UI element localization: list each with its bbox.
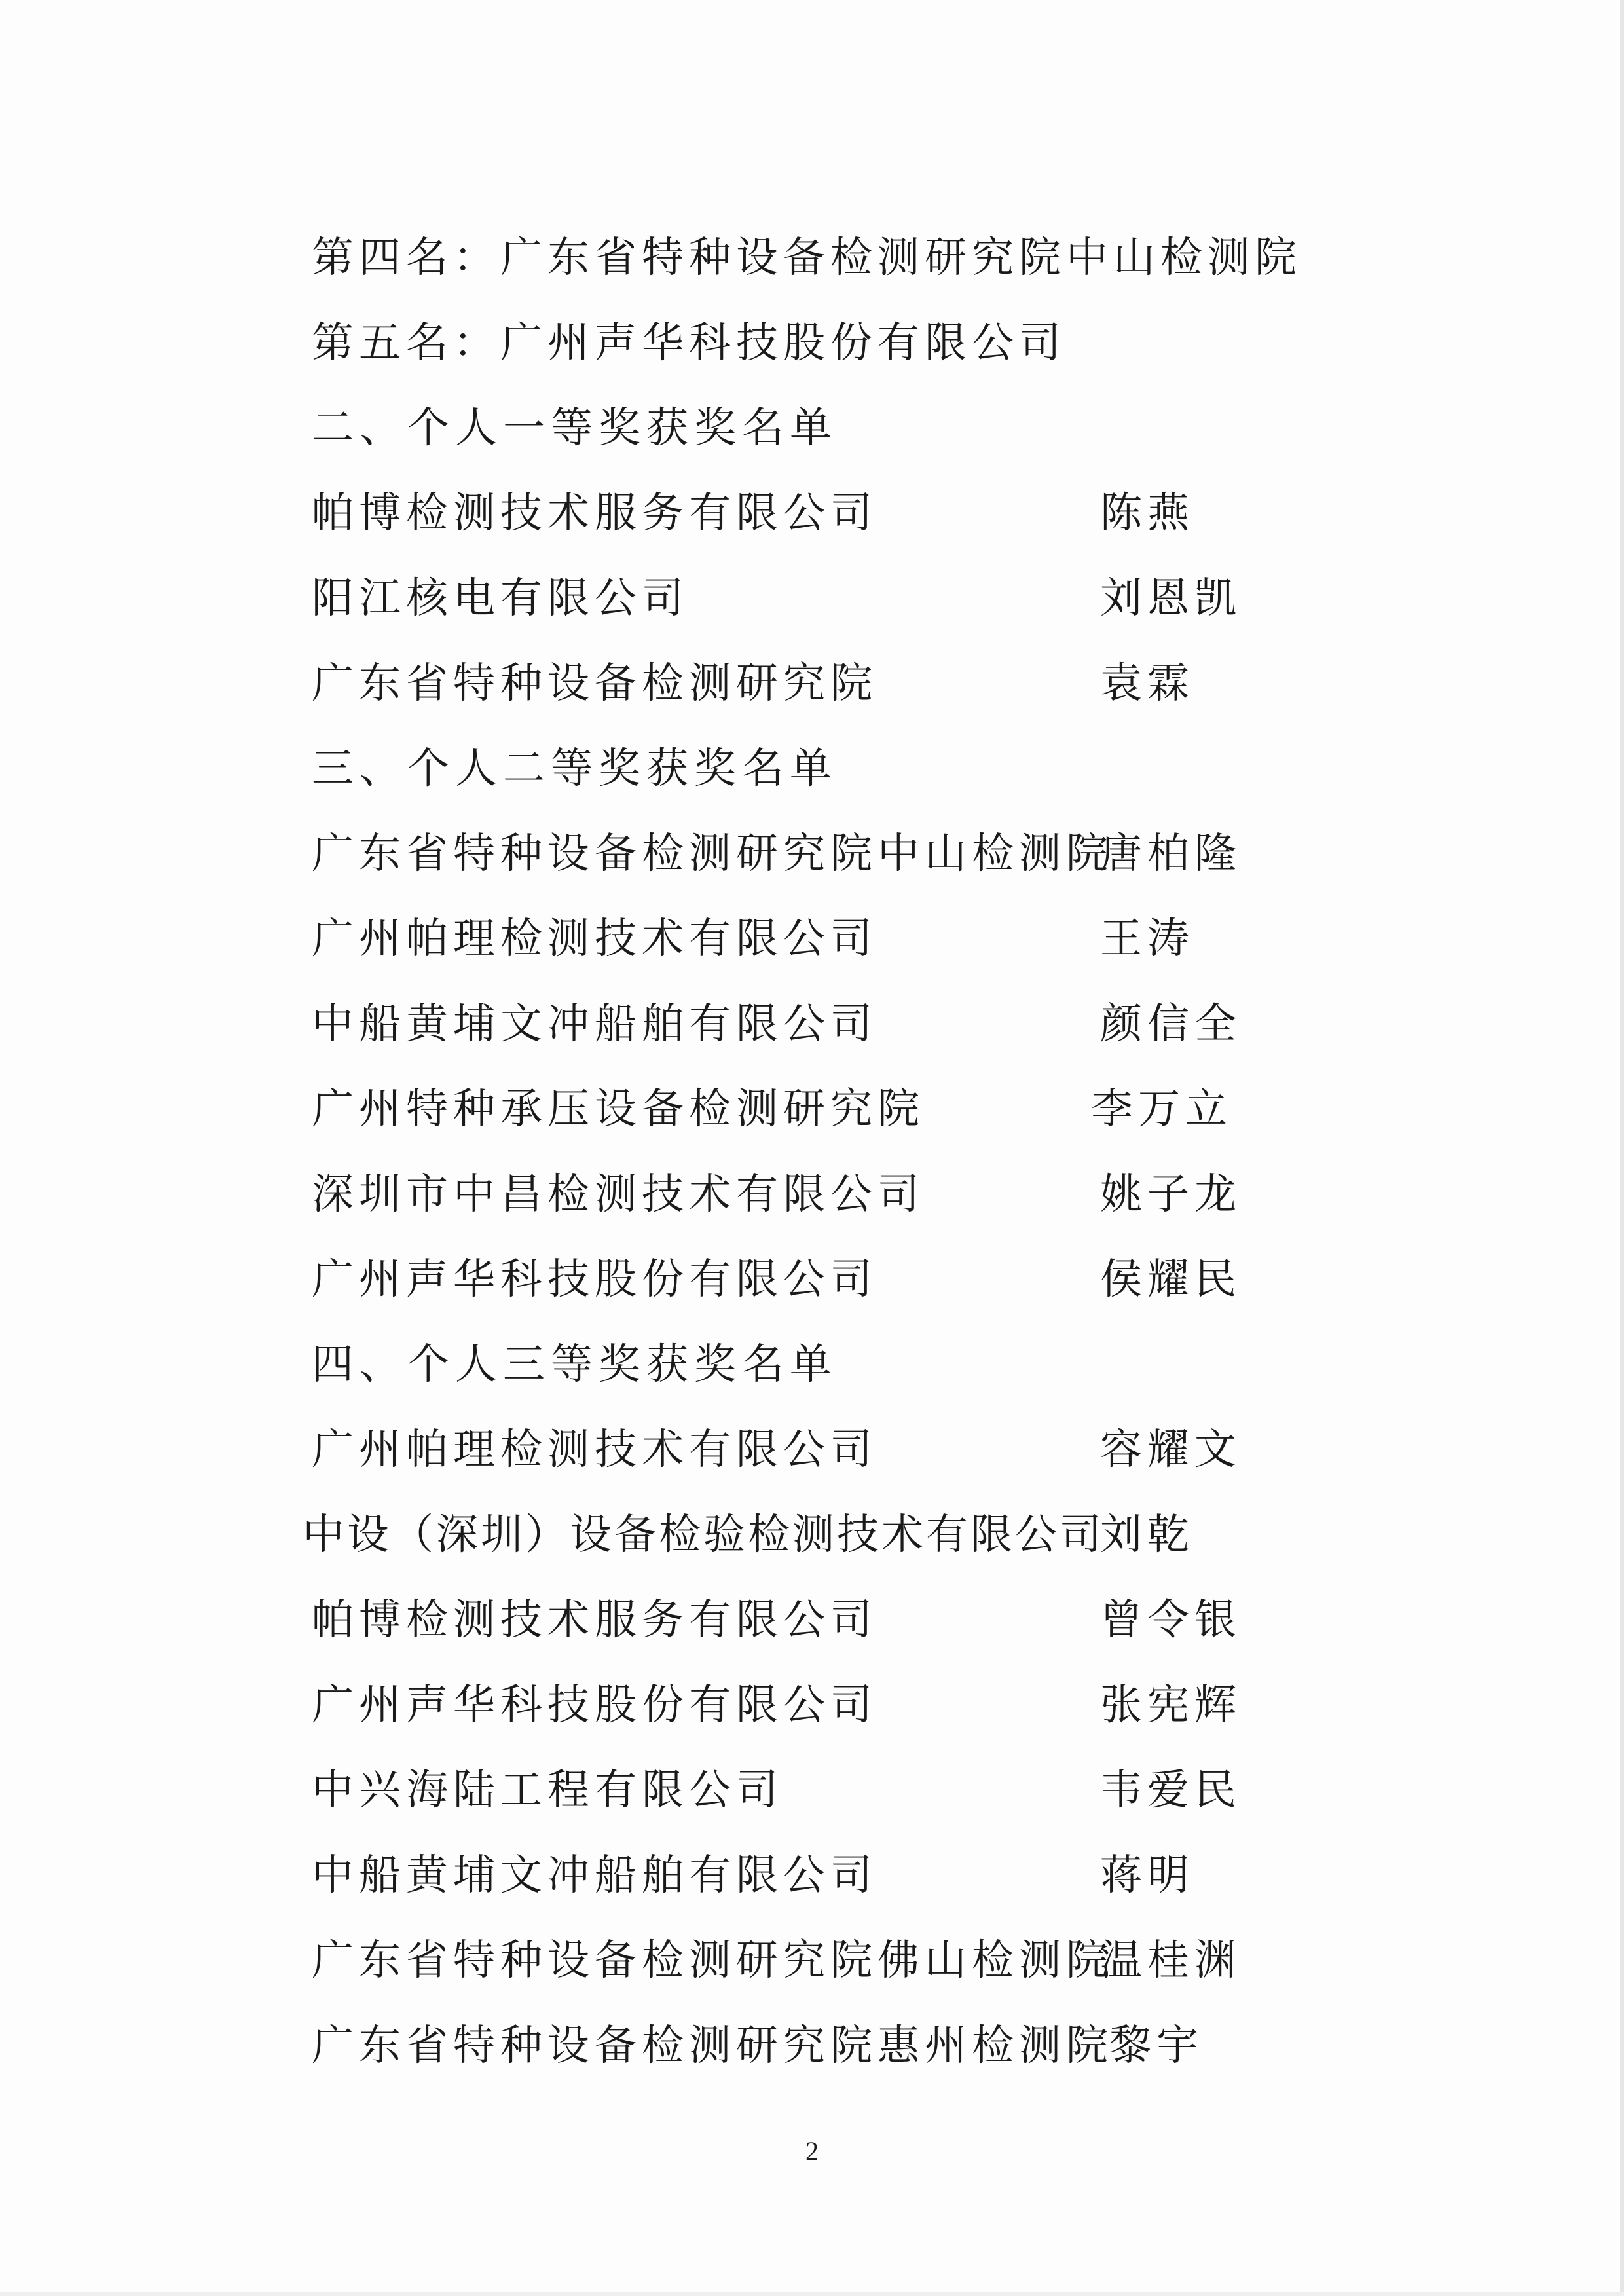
- first-prize-org: 阳江核电有限公司: [312, 574, 689, 623]
- ranking-fifth: 第五名：广州声华科技股份有限公司: [312, 319, 1066, 367]
- third-prize-org: 广州帕理检测技术有限公司: [312, 1426, 877, 1474]
- second-prize-org: 中船黄埔文冲船舶有限公司: [312, 1000, 877, 1048]
- second-prize-org: 广州特种承压设备检测研究院: [312, 1085, 925, 1134]
- second-prize-org: 广东省特种设备检测研究院中山检测院: [312, 830, 1113, 878]
- second-prize-org: 深圳市中昌检测技术有限公司: [312, 1170, 925, 1219]
- third-prize-heading: 四、个人三等奖获奖名单: [312, 1341, 838, 1389]
- second-prize-org: 广州帕理检测技术有限公司: [312, 915, 877, 963]
- third-prize-name: 刘乾: [1100, 1511, 1194, 1559]
- second-prize-heading: 三、个人二等奖获奖名单: [312, 745, 838, 793]
- second-prize-name: 王涛: [1100, 915, 1194, 963]
- third-prize-org: 广州声华科技股份有限公司: [312, 1681, 877, 1730]
- second-prize-name: 颜信全: [1100, 1000, 1242, 1048]
- first-prize-org: 帕博检测技术服务有限公司: [312, 489, 877, 538]
- third-prize-org: 帕博检测技术服务有限公司: [312, 1596, 877, 1644]
- third-prize-name: 容耀文: [1100, 1426, 1242, 1474]
- third-prize-name: 曾令银: [1100, 1596, 1242, 1644]
- third-prize-name: 蒋明: [1100, 1851, 1194, 1900]
- third-prize-org: 中船黄埔文冲船舶有限公司: [312, 1851, 877, 1900]
- second-prize-org: 广州声华科技股份有限公司: [312, 1255, 877, 1304]
- first-prize-name: 刘恩凯: [1100, 574, 1242, 623]
- second-prize-name: 侯耀民: [1100, 1255, 1242, 1304]
- third-prize-org: 广东省特种设备检测研究院惠州检测院: [312, 2022, 1113, 2070]
- second-prize-name: 唐柏隆: [1100, 830, 1242, 878]
- second-prize-name: 李万立: [1091, 1085, 1232, 1134]
- third-prize-org: 广东省特种设备检测研究院佛山检测院: [312, 1936, 1113, 1985]
- second-prize-name: 姚子龙: [1100, 1170, 1242, 1219]
- first-prize-heading: 二、个人一等奖获奖名单: [312, 404, 838, 453]
- third-prize-org: 中设（深圳）设备检验检测技术有限公司: [303, 1511, 1104, 1559]
- ranking-fourth: 第四名：广东省特种设备检测研究院中山检测院: [312, 234, 1302, 282]
- scan-bottom-shadow: [0, 2292, 1624, 2296]
- third-prize-name: 黎宇: [1109, 2022, 1204, 2070]
- scan-edge-shadow: [1620, 0, 1624, 2296]
- first-prize-name: 陈燕: [1100, 489, 1194, 538]
- page-number: 2: [805, 2136, 819, 2166]
- third-prize-name: 张宪辉: [1100, 1681, 1242, 1730]
- third-prize-org: 中兴海陆工程有限公司: [312, 1766, 783, 1815]
- third-prize-name: 韦爱民: [1100, 1766, 1242, 1815]
- first-prize-name: 袁霖: [1100, 659, 1194, 708]
- third-prize-name: 温桂渊: [1100, 1936, 1242, 1985]
- first-prize-org: 广东省特种设备检测研究院: [312, 659, 877, 708]
